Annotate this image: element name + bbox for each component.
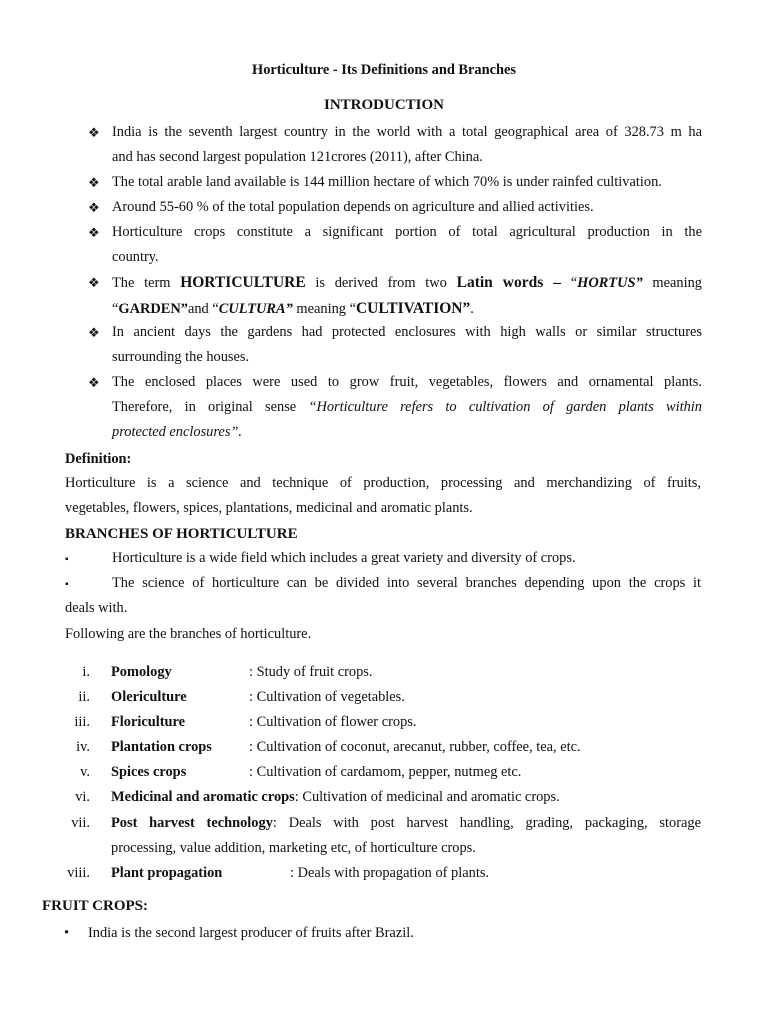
intro-bullet-4: ❖ Horticulture crops constitute a significant portion of total agricultural production in the country. — [88, 220, 702, 270]
diamond-bullet-icon: ❖ — [88, 200, 100, 215]
definition-text: Horticulture is a science and technique of production, processing and merchandizing of fruits, vegetables, flowers, spices, plantations, medicinal and aromatic plants. — [65, 475, 701, 516]
intro-bullet-2: ❖ The total arable land available is 144 million hectare of which 70% is under rainfed cultivation. — [88, 170, 702, 195]
diamond-bullet-icon: ❖ — [88, 275, 100, 290]
document-title: Horticulture - Its Definitions and Branches — [252, 62, 516, 78]
introduction-heading: INTRODUCTION — [323, 97, 444, 113]
round-bullet-icon: • — [64, 925, 70, 941]
intro-bullet-7: ❖ The enclosed places were used to grow fruit, vegetables, flowers and ornamental plants. Therefore, in original sense “Horticulture refers to cultivation of garden plants within protected enclosures”. — [88, 370, 702, 445]
diamond-bullet-icon: ❖ — [88, 375, 100, 390]
diamond-bullet-icon: ❖ — [88, 125, 100, 140]
branches-point-1: ▪ Horticulture is a wide field which includes a great variety and diversity of crops. — [65, 546, 701, 571]
diamond-bullet-icon: ❖ — [88, 325, 100, 340]
fruit-crops-heading: FRUIT CROPS: — [42, 898, 148, 914]
branches-heading: BRANCHES OF HORTICULTURE — [65, 526, 298, 542]
diamond-bullet-icon: ❖ — [88, 225, 100, 240]
definition-heading: Definition: — [65, 451, 132, 467]
intro-bullet-5: ❖ The term HORTICULTURE is derived from two Latin words – “HORTUS” meaning “GARDEN”and “CULTURA” meaning “CULTIVATION”. — [88, 270, 702, 322]
diamond-bullet-icon: ❖ — [88, 175, 100, 190]
square-bullet-icon: ▪ — [65, 554, 69, 565]
branches-intro-line: Following are the branches of horticulture. — [65, 626, 312, 642]
branches-point-2: ▪ The science of horticulture can be divided into several branches depending upon the crops it deals with. — [65, 571, 701, 621]
fruit-crops-bullet-1: • India is the second largest producer of fruits after Brazil. — [64, 922, 414, 944]
intro-bullet-6: ❖ In ancient days the gardens had protected enclosures with high walls or similar structures surrounding the houses. — [88, 320, 702, 370]
document-page: Horticulture - Its Definitions and Branches INTRODUCTION ❖ India is the seventh largest country in the world with a total geographical area of 328.73 m ha and has second largest population 121crores (2011), after China. ❖ The total arable land available is 144 million hectare of which 70% is under rainfed cultivation. ❖ Around 55-60 % of the total population depends on agriculture and allied activities. ❖ Horticulture crops constitute a significant portion of total agricultural production in the country. ❖ The term HORTICULTURE is derived from two Latin words – “HORTUS” meaning “GARDEN”and “CULTURA” meaning “CULTIVATION”. ❖ In ancient days the gardens had protected enclosures with high walls or similar structures surrounding the houses. ❖ The enclosed places were used to grow fruit, vegetables, flowers and ornamental plants. Therefore, in original sense “Horticulture refers to cultivation of garden plants within protected enclosures”. Definition: Horticulture is a science and technique of production, processing and merchandizing of fruits, vegetables, flowers, spices, plantations, medicinal and aromatic plants. BRANCHES OF HORTICULTURE ▪ Horticulture is a wide field which includes a great variety and diversity of crops. ▪ The science of horticulture can be divided into several branches depending upon the crops it deals with. Following are the branches of horticulture. i. Pomology : Study of fruit crops. ii. Olericulture : Cultivation of vegetables. iii. Floriculture : Cultivation of flower crops. iv. Plantation crops : Cultivation of coconut, arecanut, rubber, coffee, tea, etc. v. Spices crops : Cultivation of cardamom, pepper, nutmeg etc. vi. Medicinal and aromatic crops: Cultivation of medicinal and aromatic crops. vii. Post harvest technology: Deals with post harvest handling, grading, packaging, storage processing, value addition, marketing etc, of horticulture crops. viii. Plant propagation : Deals with propagation of plants. FRUIT CROPS: • India is the second largest producer of fruits after Brazil. — [0, 0, 768, 1024]
intro-bullet-3: ❖ Around 55-60 % of the total population depends on agriculture and allied activities. — [88, 195, 702, 220]
intro-bullet-1: ❖ India is the seventh largest country in the world with a total geographical area of 328.73 m ha and has second largest population 121crores (2011), after China. — [88, 120, 702, 170]
square-bullet-icon: ▪ — [65, 579, 69, 590]
